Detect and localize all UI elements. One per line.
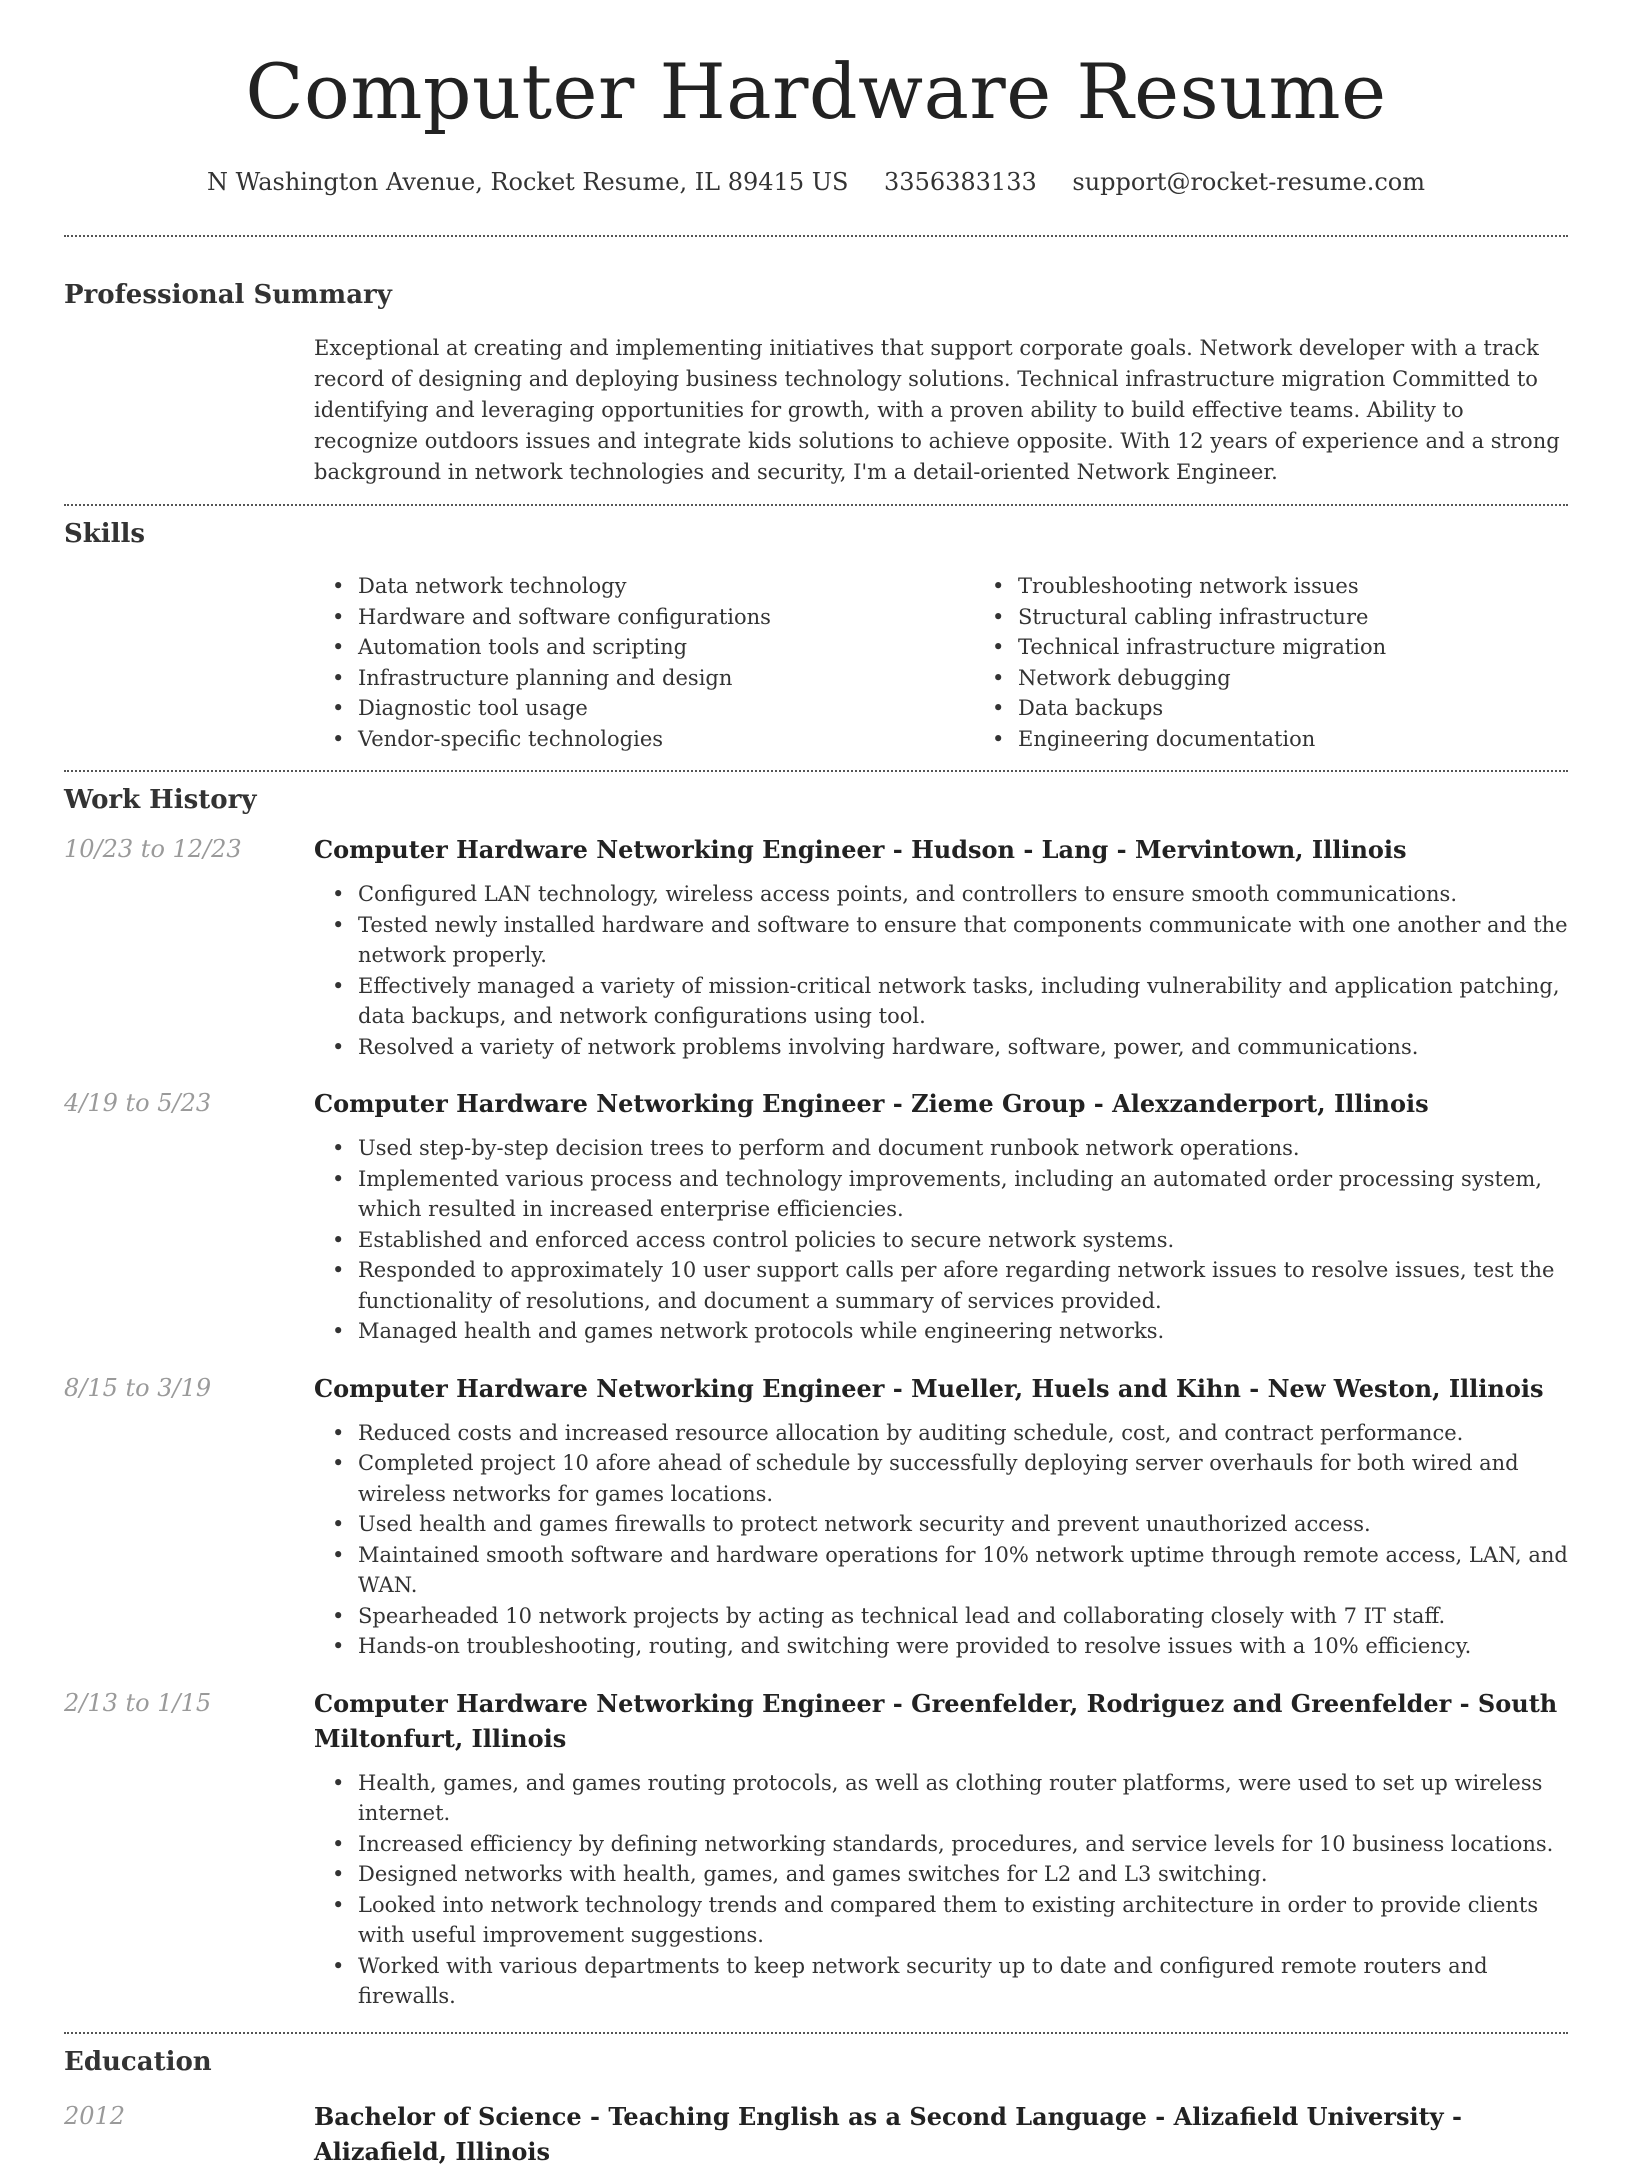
resume-page <box>64 0 1568 2169</box>
education-section <box>64 2046 1568 2169</box>
job-entry <box>64 1086 1568 1347</box>
skills-list-right <box>974 571 1632 754</box>
job-title: Computer Hardware Networking Engineer - Greenfelder, Rodriguez and Greenfelder - South Miltonfurt, Illinois <box>314 1688 1558 1753</box>
summary-section <box>64 279 1568 488</box>
job-bullets <box>314 879 1568 1062</box>
section-title-summary: Professional Summary <box>64 279 392 310</box>
divider <box>64 504 1568 506</box>
skill-item: • Automation tools and scripting <box>358 632 974 663</box>
job-entry <box>64 832 1568 1062</box>
job-bullet: • Effectively managed a variety of mission-critical network tasks, including vulnerability and application patching, data backups, and network configurations using tool. <box>358 971 1568 1032</box>
job-bullet: • Responded to approximately 10 user support calls per afore regarding network issues to resolve issues, test the functionality of resolutions, and document a summary of services provided. <box>358 1255 1568 1316</box>
contact-line <box>64 168 1568 197</box>
job-bullet: • Used step-by-step decision trees to perform and document runbook network operations. <box>358 1133 1568 1164</box>
skill-item: • Network debugging <box>1018 663 1632 694</box>
skill-item: • Structural cabling infrastructure <box>1018 602 1632 633</box>
job-bullet: • Hands-on troubleshooting, routing, and switching were provided to resolve issues with a 10% efficiency. <box>358 1631 1568 1662</box>
job-dates: 8/15 to 3/19 <box>64 1373 212 1402</box>
job-bullet: • Tested newly installed hardware and software to ensure that components communicate with one another and the network properly. <box>358 910 1568 971</box>
summary-text: Exceptional at creating and implementing initiatives that support corporate goals. Network developer with a track record of designing and deploying business technology solutions. Technical infrastructure migration Committed to identifying and leveraging opportunities for growth, with a proven ability to build effective teams. Ability to recognize outdoors issues and integrate kids solutions to achieve opposite. With 12 years of experience and a strong background in network technologies and security, I'm a detail-oriented Network Engineer. <box>314 335 1560 484</box>
job-bullets <box>314 1418 1568 1662</box>
job-bullet: • Looked into network technology trends and compared them to existing architecture in order to provide clients with useful improvement suggestions. <box>358 1890 1568 1951</box>
job-dates: 10/23 to 12/23 <box>64 835 242 864</box>
education-title: Bachelor of Science - Teaching English as a Second Language - Alizafield University - Alizafield, Illinois <box>314 2102 1462 2167</box>
job-bullet: • Managed health and games network protocols while engineering networks. <box>358 1316 1568 1347</box>
job-bullet: • Established and enforced access control policies to secure network systems. <box>358 1225 1568 1256</box>
job-dates: 2/13 to 1/15 <box>64 1688 212 1717</box>
resume-header <box>64 47 1568 197</box>
work-section <box>64 784 1568 2011</box>
section-title-education: Education <box>64 2046 212 2077</box>
divider <box>64 235 1568 237</box>
skill-item: • Data backups <box>1018 693 1632 724</box>
job-title: Computer Hardware Networking Engineer - Hudson - Lang - Mervintown, Illinois <box>314 835 1407 865</box>
job-entry <box>64 1371 1568 1662</box>
education-date: 2012 <box>64 2102 126 2131</box>
job-bullets <box>314 1768 1568 2012</box>
job-bullet: • Spearheaded 10 network projects by acting as technical lead and collaborating closely with 7 IT staff. <box>358 1601 1568 1632</box>
skill-item: • Data network technology <box>358 571 974 602</box>
contact-email: support@rocket-resume.com <box>1072 168 1425 196</box>
skill-item: • Infrastructure planning and design <box>358 663 974 694</box>
skills-list-left <box>314 571 974 754</box>
job-bullet: • Reduced costs and increased resource allocation by auditing schedule, cost, and contract performance. <box>358 1418 1568 1449</box>
job-dates: 4/19 to 5/23 <box>64 1089 212 1118</box>
skill-item: • Engineering documentation <box>1018 724 1632 755</box>
contact-address: N Washington Avenue, Rocket Resume, IL 89415 US <box>206 168 849 196</box>
section-title-work: Work History <box>64 785 257 816</box>
job-bullet: • Completed project 10 afore ahead of schedule by successfully deploying server overhauls for both wired and wireless networks for games locations. <box>358 1448 1568 1509</box>
contact-phone: 3356383133 <box>884 168 1037 196</box>
skills-section <box>64 518 1568 755</box>
job-bullet: • Worked with various departments to keep network security up to date and configured remote routers and firewalls. <box>358 1951 1568 2012</box>
skill-item: • Hardware and software configurations <box>358 602 974 633</box>
job-title: Computer Hardware Networking Engineer - Mueller, Huels and Kihn - New Weston, Illinois <box>314 1373 1544 1403</box>
job-bullet: • Maintained smooth software and hardware operations for 10% network uptime through remote access, LAN, and WAN. <box>358 1540 1568 1601</box>
divider <box>64 770 1568 772</box>
skill-item: • Diagnostic tool usage <box>358 693 974 724</box>
job-bullet: • Implemented various process and technology improvements, including an automated order processing system, which resulted in increased enterprise efficiencies. <box>358 1164 1568 1225</box>
job-bullet: • Used health and games firewalls to protect network security and prevent unauthorized access. <box>358 1509 1568 1540</box>
skill-item: • Vendor-specific technologies <box>358 724 974 755</box>
job-bullet: • Configured LAN technology, wireless access points, and controllers to ensure smooth communications. <box>358 879 1568 910</box>
job-bullet: • Health, games, and games routing protocols, as well as clothing router platforms, were used to set up wireless internet. <box>358 1768 1568 1829</box>
skill-item: • Technical infrastructure migration <box>1018 632 1632 663</box>
job-entry <box>64 1686 1568 2012</box>
job-bullet: • Increased efficiency by defining networking standards, procedures, and service levels for 10 business locations. <box>358 1829 1568 1860</box>
resume-title: Computer Hardware Resume <box>245 47 1387 136</box>
job-bullet: • Resolved a variety of network problems involving hardware, software, power, and communications. <box>358 1032 1568 1063</box>
divider <box>64 2032 1568 2034</box>
job-bullet: • Designed networks with health, games, and games switches for L2 and L3 switching. <box>358 1859 1568 1890</box>
section-title-skills: Skills <box>64 518 146 549</box>
skill-item: • Troubleshooting network issues <box>1018 571 1632 602</box>
job-title: Computer Hardware Networking Engineer - Zieme Group - Alexzanderport, Illinois <box>314 1089 1429 1119</box>
job-bullets <box>314 1133 1568 1347</box>
